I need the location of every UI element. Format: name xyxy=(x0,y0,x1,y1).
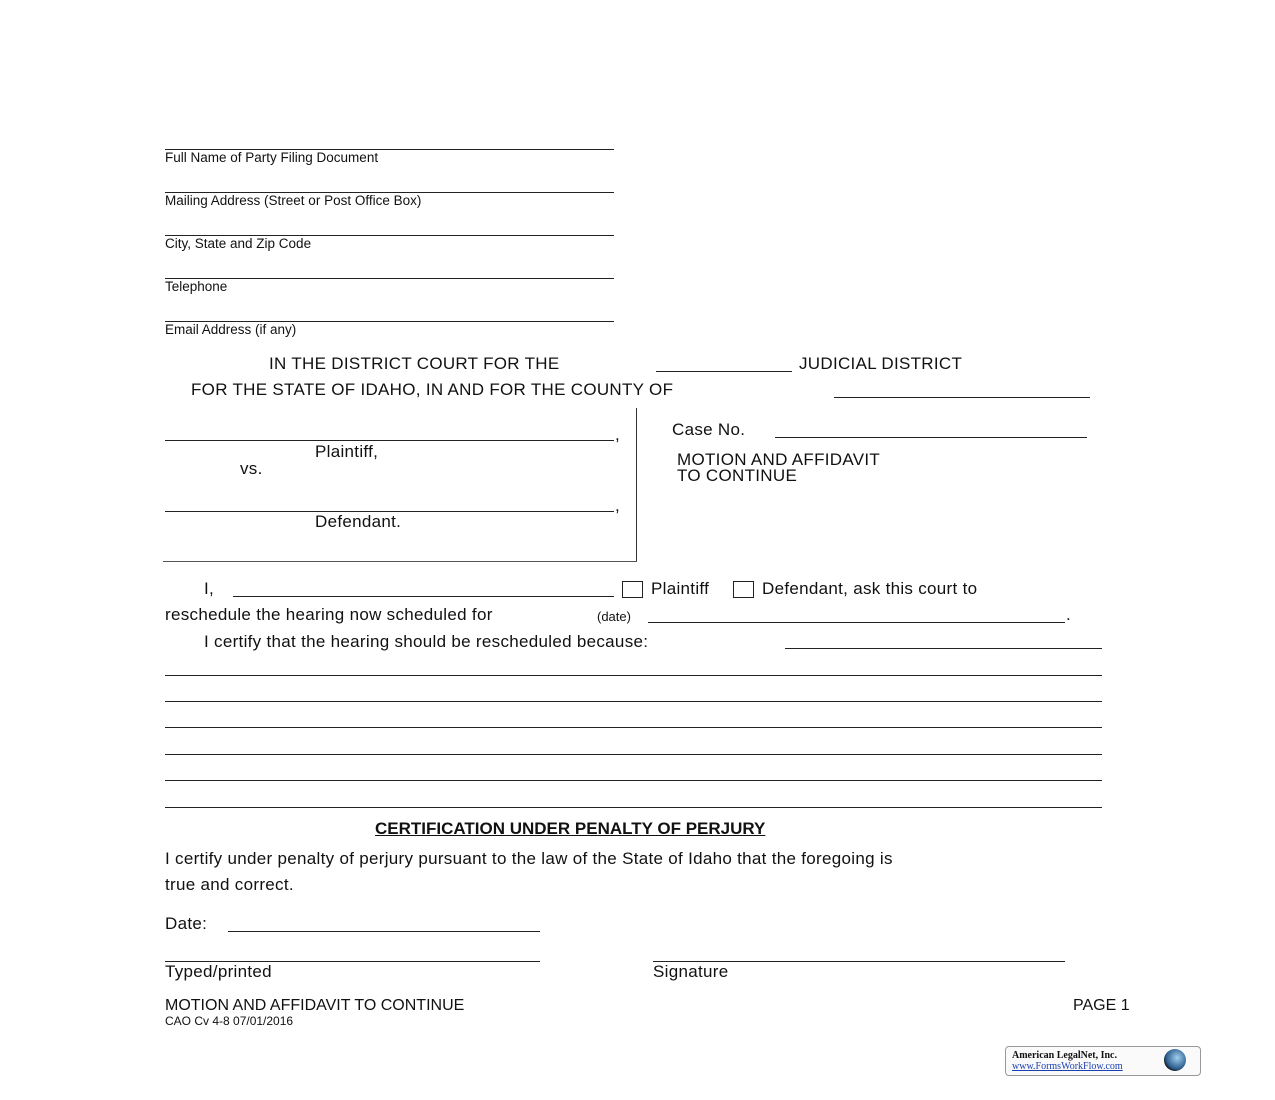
period: . xyxy=(1066,605,1072,624)
reason-text: I certify that the hearing should be rescheduled because: xyxy=(204,632,649,651)
defendant-label: Defendant. xyxy=(315,512,402,531)
reschedule-text: reschedule the hearing now scheduled for xyxy=(165,605,493,624)
plaintiff-label: Plaintiff, xyxy=(315,442,379,461)
i-label: I, xyxy=(204,579,215,598)
form-title-2: TO CONTINUE xyxy=(677,466,798,485)
district-line[interactable] xyxy=(656,371,792,372)
reason-line[interactable] xyxy=(165,780,1102,781)
certification-text-1: I certify under penalty of perjury pursuant to the law of the State of Idaho that the foregoing is xyxy=(165,849,893,868)
case-no-line[interactable] xyxy=(775,437,1087,438)
typed-label: Typed/printed xyxy=(165,962,272,981)
plaintiff-option: Plaintiff xyxy=(651,579,710,598)
form-code: CAO Cv 4-8 07/01/2016 xyxy=(165,1014,294,1028)
reason-line[interactable] xyxy=(165,727,1102,728)
reason-line[interactable] xyxy=(165,701,1102,702)
court-line1b: JUDICIAL DISTRICT xyxy=(799,354,963,373)
court-line1a: IN THE DISTRICT COURT FOR THE xyxy=(269,354,560,373)
certification-text-2: true and correct. xyxy=(165,875,294,894)
signature-label: Signature xyxy=(653,962,729,981)
name-fill-line[interactable] xyxy=(233,596,614,597)
reason-line[interactable] xyxy=(165,807,1102,808)
hearing-date-line[interactable] xyxy=(648,622,1065,623)
logo-company: American LegalNet, Inc. xyxy=(1012,1050,1117,1061)
footer-title: MOTION AND AFFIDAVIT TO CONTINUE xyxy=(165,997,465,1014)
case-no-label: Case No. xyxy=(672,420,746,439)
caption-bottom-line xyxy=(163,561,637,562)
reason-line[interactable] xyxy=(785,648,1102,649)
date-hint: (date) xyxy=(597,609,631,624)
date-label: Date: xyxy=(165,914,208,933)
caption-divider xyxy=(636,408,637,562)
email-label: Email Address (if any) xyxy=(165,322,297,337)
vs-label: vs. xyxy=(240,459,263,478)
plaintiff-line[interactable] xyxy=(165,440,614,441)
defendant-option: Defendant, ask this court to xyxy=(762,579,978,598)
reason-line[interactable] xyxy=(165,675,1102,676)
reason-line[interactable] xyxy=(165,754,1102,755)
globe-icon xyxy=(1164,1049,1186,1071)
comma: , xyxy=(615,425,621,444)
defendant-checkbox[interactable] xyxy=(733,581,754,598)
name-label: Full Name of Party Filing Document xyxy=(165,150,379,165)
comma: , xyxy=(615,496,621,515)
page-number: PAGE 1 xyxy=(1073,997,1130,1014)
logo-url[interactable]: www.FormsWorkFlow.com xyxy=(1012,1061,1123,1072)
plaintiff-checkbox[interactable] xyxy=(622,581,643,598)
certification-heading: CERTIFICATION UNDER PENALTY OF PERJURY xyxy=(375,819,766,838)
americanlegalnet-logo[interactable] xyxy=(1005,1046,1201,1076)
telephone-label: Telephone xyxy=(165,279,228,294)
telephone-line[interactable] xyxy=(165,278,614,279)
county-line[interactable] xyxy=(834,397,1090,398)
court-line2: FOR THE STATE OF IDAHO, IN AND FOR THE COUNTY OF xyxy=(191,380,674,399)
address-label: Mailing Address (Street or Post Office Box) xyxy=(165,193,422,208)
form-title-1: MOTION AND AFFIDAVIT xyxy=(677,450,881,469)
date-line[interactable] xyxy=(228,931,540,932)
city-label: City, State and Zip Code xyxy=(165,236,312,251)
